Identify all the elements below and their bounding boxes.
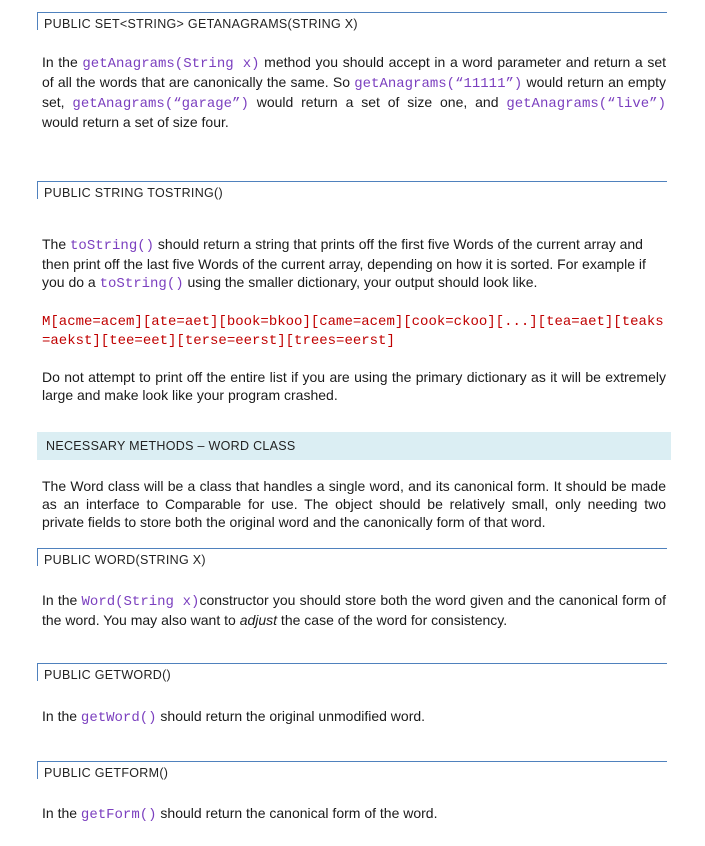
text-span: should return the canonical form of the word.: [156, 805, 438, 821]
code-getanagrams-11111: getAnagrams(“11111”): [354, 76, 523, 92]
text-span: should return a string that prints off the first five Words of the current array and then print off the last five Words of the current array, depending on how it is sorted. For example if you do a: [42, 236, 646, 290]
paragraph-tostring: [42, 235, 666, 293]
paragraph-getform: [42, 804, 666, 824]
text-span: constructor you should store both the word given and the canonical form of the word. You may also want to: [42, 592, 667, 628]
text-span: would return a set of size one, and: [248, 94, 507, 110]
code-getword: getWord(): [80, 710, 157, 726]
heading-word-constructor: PUBLIC WORD(STRING X): [37, 548, 667, 566]
text-span: In the: [42, 805, 81, 821]
text-span: would return a set of size four.: [42, 114, 229, 130]
text-span: In the: [42, 54, 83, 70]
code-getanagrams-garage: getAnagrams(“garage”): [72, 96, 249, 112]
text-span: should return the original unmodified word.: [156, 708, 426, 724]
code-word-constructor: Word(String x): [81, 594, 200, 610]
emphasis-adjust: adjust: [239, 612, 278, 628]
text-span: using the smaller dictionary, your output should look like.: [183, 274, 538, 290]
heading-getword: PUBLIC GETWORD(): [37, 663, 667, 681]
text-span: the case of the word for consistency.: [277, 612, 508, 628]
heading-word-class: NECESSARY METHODS – WORD CLASS: [37, 432, 671, 460]
code-tostring: toString(): [70, 238, 155, 254]
heading-tostring: PUBLIC STRING TOSTRING(): [37, 181, 667, 199]
text-span: method you should accept in a word parameter and return a set of all the words that are canonically the same. So: [42, 54, 666, 90]
heading-getform: PUBLIC GETFORM(): [37, 761, 667, 779]
paragraph-tostring-warning: Do not attempt to print off the entire list if you are using the primary dictionary as it will be extremely large and make look like your program crashed.: [42, 369, 666, 403]
text-span: In the: [42, 708, 81, 724]
code-getform: getForm(): [80, 807, 157, 823]
paragraph-word-constructor: [42, 591, 666, 629]
paragraph-word-class: The Word class will be a class that handles a single word, and its canonical form. It should be made as an interface to Comparable for use. The object should be relatively small, only needing two private fields to store both the original word and the canonically form of that word.: [42, 478, 666, 530]
code-tostring: toString(): [99, 276, 184, 292]
paragraph-getword: [42, 707, 666, 727]
heading-getanagrams: PUBLIC SET<STRING> GETANAGRAMS(STRING X): [37, 12, 667, 30]
code-getanagrams-live: getAnagrams(“live”): [506, 96, 666, 112]
text-span: The: [42, 236, 71, 252]
text-span: would return an empty set,: [42, 74, 667, 110]
text-span: In the: [42, 592, 82, 608]
code-getanagrams: getAnagrams(String x): [82, 56, 260, 72]
paragraph-getanagrams: [42, 53, 666, 131]
tostring-output-example: M[acme=acem][ate=aet][book=bkoo][came=acem][cook=ckoo][...][tea=aet][teaks=aekst][tee=eet][terse=eerst][trees=eerst]: [42, 314, 664, 349]
